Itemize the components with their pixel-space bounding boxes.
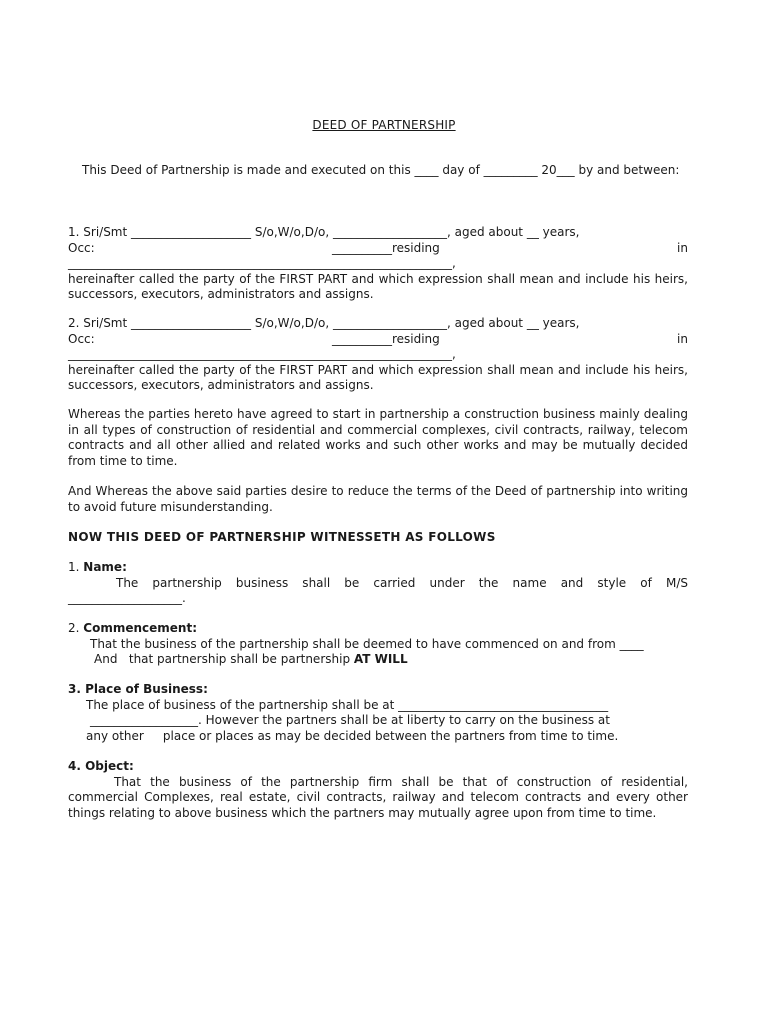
party-2-block bbox=[68, 316, 688, 394]
section-commencement-line2 bbox=[68, 652, 688, 668]
section-commencement-at-will: AT WILL bbox=[353, 652, 408, 666]
document-title: DEED OF PARTNERSHIP bbox=[312, 118, 456, 132]
section-object-body: That the business of the partnership firm shall be that of construction of residential, commercial Complexes, real estate, civil contracts, railway and telecom contracts and every other things relating to above business which the partners may mutually agree upon from time to time. bbox=[68, 774, 688, 820]
party-1-occ: Occ: bbox=[68, 240, 95, 255]
party-2-description: hereinafter called the party of the FIRST PART and which expression shall mean and include his heirs, successors, executors, administrators and assigns. bbox=[68, 362, 688, 392]
party-1-name-line bbox=[68, 225, 688, 241]
party-1-description: hereinafter called the party of the FIRST PART and which expression shall mean and include his heirs, successors, executors, administrators and assigns. bbox=[68, 271, 688, 301]
party-1-address-line: ________________________________________________________________, bbox=[68, 256, 456, 270]
section-place-line2: __________________. However the partners shall be at liberty to carry on the business at bbox=[90, 713, 610, 727]
section-object bbox=[68, 759, 688, 821]
party-2-name-line bbox=[68, 316, 688, 332]
party-2-address-line: ________________________________________________________________, bbox=[68, 347, 456, 361]
section-name-line1: The partnership business shall be carried under the name and style of M/S bbox=[116, 575, 688, 590]
section-place-of-business bbox=[68, 682, 688, 744]
whereas-paragraph-1: Whereas the parties hereto have agreed to start in partnership a construction business mainly dealing in all types of construction of residential and commercial complexes, civil contracts, railway, telecom contracts and all other allied and related works and such other works and may be mutually decided from time to time. bbox=[68, 407, 688, 468]
party-2-residing: __________residing bbox=[331, 331, 440, 346]
section-place-title: 3. Place of Business: bbox=[68, 682, 208, 696]
section-commencement-number: 2. bbox=[68, 621, 80, 635]
section-name-line2: ___________________. bbox=[68, 591, 186, 605]
whereas-paragraph-2: And Whereas the above said parties desire to reduce the terms of the Deed of partnership into writing to avoid future misunderstanding. bbox=[68, 484, 688, 514]
witnesseth-heading: NOW THIS DEED OF PARTNERSHIP WITNESSETH AS FOLLOWS bbox=[68, 530, 496, 544]
party-2-occ-line bbox=[68, 332, 688, 348]
party-1-in: in bbox=[677, 240, 688, 255]
section-name bbox=[68, 560, 688, 607]
section-name-title: Name: bbox=[83, 560, 127, 574]
section-commencement bbox=[68, 621, 688, 668]
party-2-occ: Occ: bbox=[68, 331, 95, 346]
party-1-line1: 1. Sri/Smt ____________________ S/o,W/o,D/o, ___________________, aged about __ years, bbox=[68, 225, 580, 239]
section-object-title: 4. Object: bbox=[68, 759, 134, 773]
party-2-in: in bbox=[677, 331, 688, 346]
section-place-line3: any other place or places as may be decided between the partners from time to time. bbox=[86, 728, 619, 743]
party-2-line1: 2. Sri/Smt ____________________ S/o,W/o,D/o, ___________________, aged about __ years, bbox=[68, 316, 580, 330]
section-commencement-heading bbox=[68, 621, 688, 637]
section-commencement-line1: That the business of the partnership shall be deemed to have commenced on and from ____ bbox=[90, 636, 644, 651]
party-1-block bbox=[68, 225, 688, 303]
section-commencement-line2-text: And that partnership shall be partnership bbox=[94, 652, 351, 666]
section-name-heading bbox=[68, 560, 688, 576]
section-place-line1: The place of business of the partnership shall be at ___________________________________ bbox=[86, 697, 609, 712]
party-1-occ-line bbox=[68, 241, 688, 257]
intro-paragraph: This Deed of Partnership is made and executed on this ____ day of _________ 20___ by and between: bbox=[82, 163, 680, 177]
section-commencement-title: Commencement: bbox=[83, 621, 197, 635]
section-name-number: 1. bbox=[68, 560, 80, 574]
party-1-residing: __________residing bbox=[331, 240, 440, 255]
